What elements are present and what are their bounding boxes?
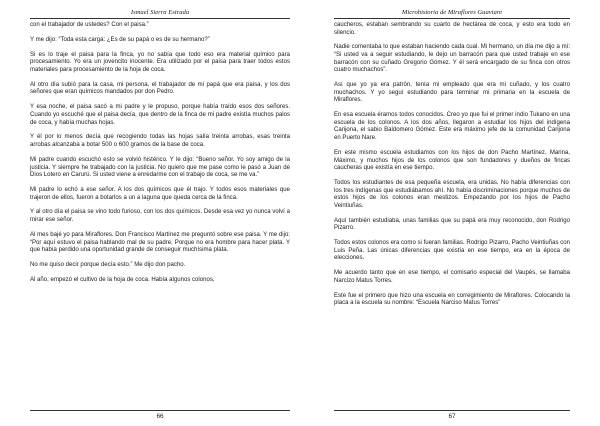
left-paragraph: Y me dijo: “Toda esta carga: ¿Es de su papá o es de su hermano?” xyxy=(30,36,210,43)
left-paragraph: Al mes bajé yo para Miraflores. Don Francisco Martínez me preguntó sobre ese paisa. Y me dijo: “Por aquí estuvo el paisa hablando mal de su padre. Porque no era hombre para hacer plata. Y que había perdido una oportunidad grande de conseguir muchísima plata. xyxy=(30,231,290,254)
right-paragraph: Me acuerdo tanto que en ese tiempo, el comisario especial del Vaupés, se llamaba Narcizo Matus Torres. xyxy=(334,270,570,284)
left-running-head: Ismael Sierra Estrada xyxy=(30,9,290,19)
right-running-head: Microhistoria de Miraflores Guaviare xyxy=(334,9,570,19)
left-page-number: 66 xyxy=(30,410,290,420)
right-paragraph: Así que yo ya era patrón, tenía mi empleado que era mi cuñado, y los cuatro muchachos. Y yo seguí estudiando para terminar mi primaria en la escuela de Miraflores. xyxy=(334,82,570,104)
right-paragraph: caucheros, estaban sembrando su cuarto de hectárea de coca, y esto era todo en silencio. xyxy=(334,22,570,36)
right-body-text xyxy=(334,22,570,308)
right-paragraph: Nadie comentaba lo que estaban haciendo cada cual. Mi hermano, un día me dijo a mí: “Si usted va a seguir estudiando, le dejo un barracón para que usted trabaje en ese barracón con su cuñado Gregorio Gómez. Y él será encargado de su finca con otros cuatro muchachos”. xyxy=(334,44,570,74)
left-paragraph: Mi padre cuando escuchó esto se volvió histérico. Y le dijo: “Bueno señor. Yo soy amigo de la justicia. Y siempre he trabajado con la justicia. No quiero que me pase como le pasó a Juan de Dios Lotero en Carurú. Si usted viene a enredarme con el trabajo de coca, se me va.” xyxy=(30,156,290,179)
left-paragraph: Mi padre lo echó a ese señor. A los dos químicos que él trajo. Y todos esos materiales que trajeron de ellos, fueron a botarlos a un a laguna que queda cerca de la finca. xyxy=(30,186,290,201)
left-paragraph: Y él por lo menos decía que recogiendo todas las hojas salía treinta arrobas, esas treinta arrobas alcanzaba a botar 500 o 600 gramos de la base de coca. xyxy=(30,134,290,149)
left-paragraph: Al año, empezó el cultivo de la hoja de coca. Había algunos colonos, xyxy=(30,276,215,283)
left-body-text xyxy=(30,22,290,285)
right-paragraph: Aquí también estudiaba, unas familias que su papá era muy reconocido, don Rodrigo Pizarro. xyxy=(334,217,570,232)
right-paragraph: Todos estos colonos era como si fueran familias. Rodrigo Pizarro, Pacho Veintiuñas con Luis Peña. Las únicas diferencias que existía en ese tiempo, era en la época de elecciones. xyxy=(334,240,570,262)
left-paragraph: Y esa noche, el paisa sacó a mi padre y le propuso, porque había traído esos dos señores. Cuando yo escuché que el paisa decía, que dentro de la finca de mi padre existía muchos palos de coca, y había muchas hojas. xyxy=(30,104,290,126)
right-paragraph: En este mismo escuela estudiamos con los hijos de don Pacho Martínez. Marina, Máximo, y muchos hijos de los colonos que son fundadores y dueños de fincas caucheras que existía en ese tiempo. xyxy=(334,149,570,172)
left-paragraph: Y al otro día el paisa se vino todo furioso, con los dos químicos. Desde esa vez yo nunca volví a mirar ese señor. xyxy=(30,209,290,224)
right-page-number: 67 xyxy=(334,410,570,420)
right-paragraph: Todos los estudiantes de esa pequeña escuela, era unidas. No había diferencias con los tres indígenas que estudiábamos ahí. No había discriminaciones porque muchos de estos hijos de los colonos eran mestizos. Empezando por los hijos de Pacho Veintiuñas. xyxy=(334,179,570,209)
right-paragraph: En esa escuela éramos todos conocidos. Creo yo que fui el primer indio Tukano en una escuela de los colonos. A los dos años, llegaron a estudiar los hijos del indígena Carijona, el sabio Baldomero Gómez. Este era máximo jefe de la comunidad Carijona en Puerto Nare. xyxy=(334,112,570,142)
left-paragraph: No me quiso decir porque decía esto.” Me dijo don pacho. xyxy=(30,262,186,269)
right-paragraph: Este fue el primero que hizo una escuela en corregimiento de Miraflores. Colocando la placa a la escuela su nombre: “Escuela Narciso Matus Torres” xyxy=(334,292,570,307)
left-paragraph: con el trabajador de ustedes? Con el paisa.” xyxy=(30,22,149,28)
right-page xyxy=(300,0,600,426)
left-paragraph: Al otro día subió para la casa, mi persona, el trabajador de mi papá que era paisa, y los dos señores que eran químicos mandados por don Pedro. xyxy=(30,81,290,96)
left-paragraph: Si es lo traje el paisa para la finca, yo no sabía que todo eso era material químico para procesamiento. Yo era un jovencito inocente. Era utilizado por el paisa para traer todos estos materiales para procesamiento de la hoja de coca. xyxy=(30,51,290,73)
